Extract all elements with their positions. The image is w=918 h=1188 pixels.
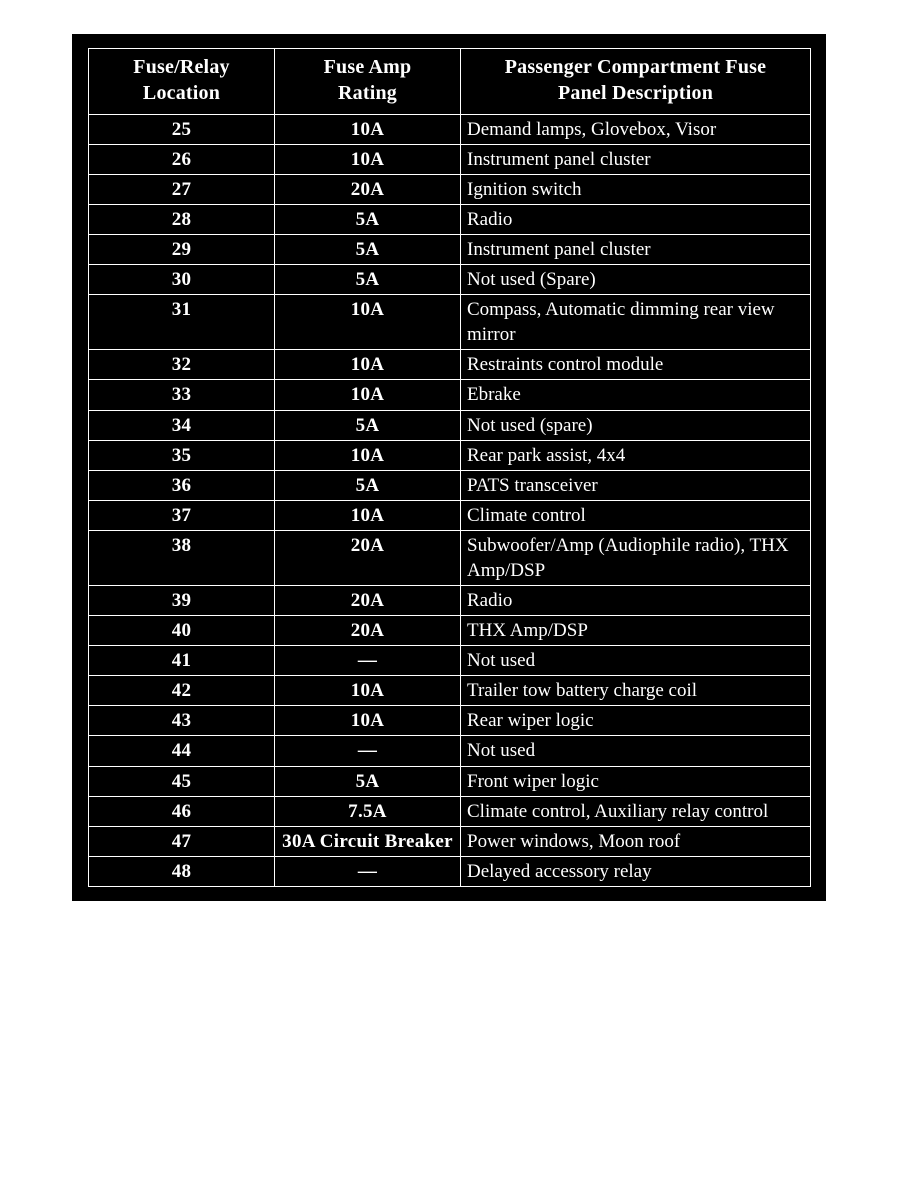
table-row bbox=[89, 796, 811, 826]
cell-location: 45 bbox=[89, 766, 275, 796]
table-row bbox=[89, 856, 811, 886]
cell-rating: 10A bbox=[275, 676, 461, 706]
cell-location: 30 bbox=[89, 265, 275, 295]
cell-rating: — bbox=[275, 736, 461, 766]
cell-location: 32 bbox=[89, 350, 275, 380]
cell-rating: 30A Circuit Breaker bbox=[275, 826, 461, 856]
cell-rating: 10A bbox=[275, 114, 461, 144]
header-row bbox=[89, 49, 811, 115]
cell-description: Not used (Spare) bbox=[461, 265, 811, 295]
table-row bbox=[89, 380, 811, 410]
cell-rating: 20A bbox=[275, 174, 461, 204]
table-row bbox=[89, 826, 811, 856]
table-row bbox=[89, 766, 811, 796]
cell-rating: 20A bbox=[275, 530, 461, 585]
table-row bbox=[89, 350, 811, 380]
cell-location: 38 bbox=[89, 530, 275, 585]
cell-rating: 7.5A bbox=[275, 796, 461, 826]
cell-description: Power windows, Moon roof bbox=[461, 826, 811, 856]
cell-description: Subwoofer/Amp (Audiophile radio), THX Amp/DSP bbox=[461, 530, 811, 585]
cell-description: Demand lamps, Glovebox, Visor bbox=[461, 114, 811, 144]
table-row bbox=[89, 500, 811, 530]
table-row bbox=[89, 114, 811, 144]
cell-rating: 10A bbox=[275, 350, 461, 380]
cell-rating: 10A bbox=[275, 440, 461, 470]
cell-rating: 10A bbox=[275, 295, 461, 350]
cell-description: Climate control, Auxiliary relay control bbox=[461, 796, 811, 826]
cell-location: 41 bbox=[89, 646, 275, 676]
cell-location: 31 bbox=[89, 295, 275, 350]
cell-description: Radio bbox=[461, 586, 811, 616]
cell-description: Rear park assist, 4x4 bbox=[461, 440, 811, 470]
cell-rating: 20A bbox=[275, 586, 461, 616]
table-row bbox=[89, 205, 811, 235]
header-line-1: Fuse Amp bbox=[323, 56, 412, 78]
cell-location: 25 bbox=[89, 114, 275, 144]
cell-location: 48 bbox=[89, 856, 275, 886]
cell-location: 29 bbox=[89, 235, 275, 265]
fuse-panel-table bbox=[88, 48, 811, 887]
header-panel-description bbox=[461, 49, 811, 115]
table-row bbox=[89, 530, 811, 585]
cell-location: 44 bbox=[89, 736, 275, 766]
header-line-1: Fuse/Relay bbox=[133, 56, 230, 78]
table-row bbox=[89, 295, 811, 350]
table-row bbox=[89, 265, 811, 295]
table-row bbox=[89, 410, 811, 440]
cell-location: 28 bbox=[89, 205, 275, 235]
cell-description: Trailer tow battery charge coil bbox=[461, 676, 811, 706]
table-row bbox=[89, 706, 811, 736]
cell-location: 43 bbox=[89, 706, 275, 736]
cell-description: Rear wiper logic bbox=[461, 706, 811, 736]
cell-location: 47 bbox=[89, 826, 275, 856]
cell-location: 35 bbox=[89, 440, 275, 470]
cell-rating: 5A bbox=[275, 235, 461, 265]
cell-rating: 10A bbox=[275, 706, 461, 736]
fuse-table-frame bbox=[72, 34, 826, 901]
cell-description: Compass, Automatic dimming rear view mirror bbox=[461, 295, 811, 350]
table-row bbox=[89, 586, 811, 616]
table-row bbox=[89, 470, 811, 500]
table-row bbox=[89, 144, 811, 174]
cell-location: 27 bbox=[89, 174, 275, 204]
cell-location: 42 bbox=[89, 676, 275, 706]
cell-rating: — bbox=[275, 646, 461, 676]
cell-description: Ignition switch bbox=[461, 174, 811, 204]
table-body bbox=[89, 114, 811, 886]
cell-description: Not used (spare) bbox=[461, 410, 811, 440]
table-row bbox=[89, 235, 811, 265]
cell-description: Instrument panel cluster bbox=[461, 235, 811, 265]
cell-rating: 10A bbox=[275, 500, 461, 530]
cell-location: 26 bbox=[89, 144, 275, 174]
table-row bbox=[89, 736, 811, 766]
table-header bbox=[89, 49, 811, 115]
cell-description: Ebrake bbox=[461, 380, 811, 410]
cell-rating: 20A bbox=[275, 616, 461, 646]
table-row bbox=[89, 646, 811, 676]
header-line-1: Passenger Compartment Fuse bbox=[504, 56, 767, 78]
table-row bbox=[89, 174, 811, 204]
cell-rating: — bbox=[275, 856, 461, 886]
cell-description: Not used bbox=[461, 646, 811, 676]
cell-location: 40 bbox=[89, 616, 275, 646]
cell-location: 37 bbox=[89, 500, 275, 530]
cell-rating: 5A bbox=[275, 766, 461, 796]
header-line-2: Panel Description bbox=[557, 82, 714, 105]
cell-location: 39 bbox=[89, 586, 275, 616]
header-line-2: Rating bbox=[338, 82, 397, 105]
cell-location: 34 bbox=[89, 410, 275, 440]
cell-rating: 10A bbox=[275, 380, 461, 410]
cell-description: THX Amp/DSP bbox=[461, 616, 811, 646]
header-line-2: Location bbox=[142, 82, 221, 105]
cell-rating: 10A bbox=[275, 144, 461, 174]
cell-description: Delayed accessory relay bbox=[461, 856, 811, 886]
cell-rating: 5A bbox=[275, 410, 461, 440]
cell-rating: 5A bbox=[275, 265, 461, 295]
cell-description: Radio bbox=[461, 205, 811, 235]
table-row bbox=[89, 616, 811, 646]
cell-description: Climate control bbox=[461, 500, 811, 530]
cell-description: Front wiper logic bbox=[461, 766, 811, 796]
cell-rating: 5A bbox=[275, 470, 461, 500]
cell-location: 46 bbox=[89, 796, 275, 826]
cell-description: Restraints control module bbox=[461, 350, 811, 380]
cell-location: 33 bbox=[89, 380, 275, 410]
cell-description: Instrument panel cluster bbox=[461, 144, 811, 174]
header-fuse-relay-location bbox=[89, 49, 275, 115]
table-row bbox=[89, 676, 811, 706]
cell-description: Not used bbox=[461, 736, 811, 766]
header-fuse-amp-rating bbox=[275, 49, 461, 115]
cell-location: 36 bbox=[89, 470, 275, 500]
table-row bbox=[89, 440, 811, 470]
cell-description: PATS transceiver bbox=[461, 470, 811, 500]
cell-rating: 5A bbox=[275, 205, 461, 235]
